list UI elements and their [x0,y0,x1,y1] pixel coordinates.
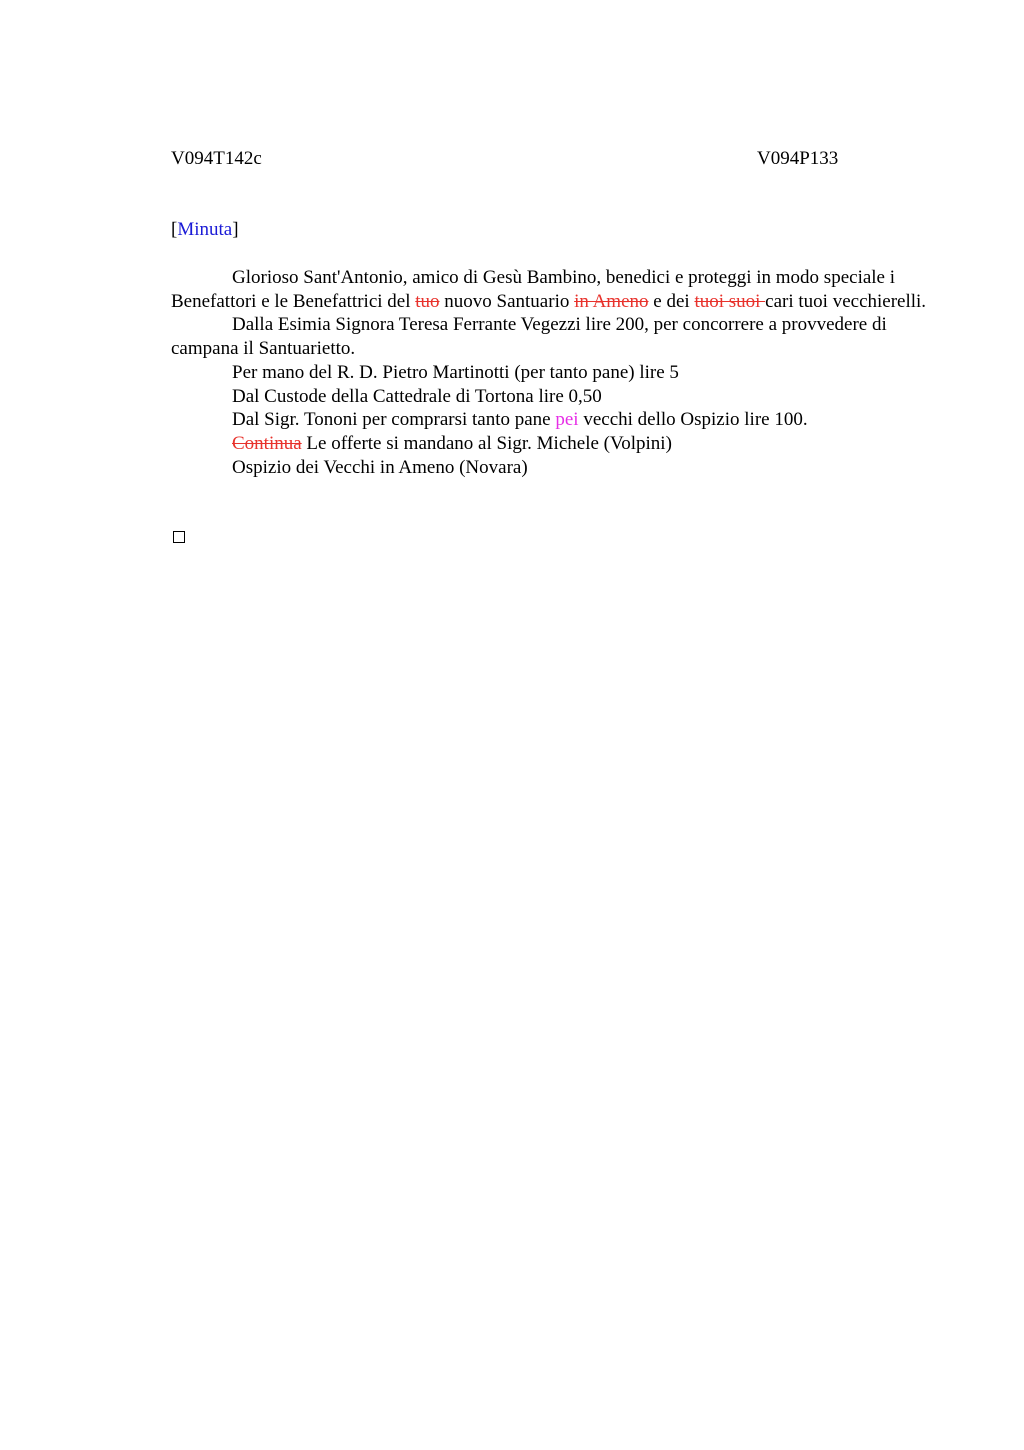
deleted-text: in Ameno [574,290,649,312]
paragraph-offering-tononi [171,408,941,432]
text-segment: Le offerte si mandano al Sigr. Michele (Volpini) [301,432,672,454]
text-segment: vecchi dello Ospizio lire 100. [578,409,808,431]
text-segment: Glorioso Sant'Antonio, amico di Gesù Bambino, benedici e proteggi in modo speciale i Benefattori e le Benefattrici del [171,267,896,312]
deleted-text: Continua [232,432,302,454]
open-bracket: [ [171,219,178,240]
paragraph-offerte-address [171,432,941,456]
minuta-text: Minuta [177,219,233,240]
text-segment: nuovo Santuario [439,290,575,312]
close-bracket: ] [232,219,239,240]
text-segment: Dal Sigr. Tononi per comprarsi tanto pane [232,409,556,431]
text-segment: e dei [648,290,695,312]
empty-square-icon [173,531,185,543]
text-segment: cari tuoi vecchierelli. [765,290,927,312]
paragraph-offering-vegezzi: Dalla Esimia Signora Teresa Ferrante Vegezzi lire 200, per concorrere a provvedere di campana il Santuarietto. [171,314,887,360]
paragraph-offering-martinotti: Per mano del R. D. Pietro Martinotti (per tanto pane) lire 5 [232,361,679,383]
paragraph-prayer [171,266,941,313]
document-code-right: V094P133 [757,148,839,169]
minuta-label [171,218,239,242]
deleted-text: tuo [415,290,440,312]
paragraph-ospizio: Ospizio dei Vecchi in Ameno (Novara) [232,456,528,478]
inserted-text: pei [555,409,579,431]
document-code-left: V094T142c [171,148,262,169]
paragraph-offering-custode: Dal Custode della Cattedrale di Tortona lire 0,50 [232,385,602,407]
deleted-text: tuoi suoi [694,290,766,312]
document-body [171,266,941,479]
